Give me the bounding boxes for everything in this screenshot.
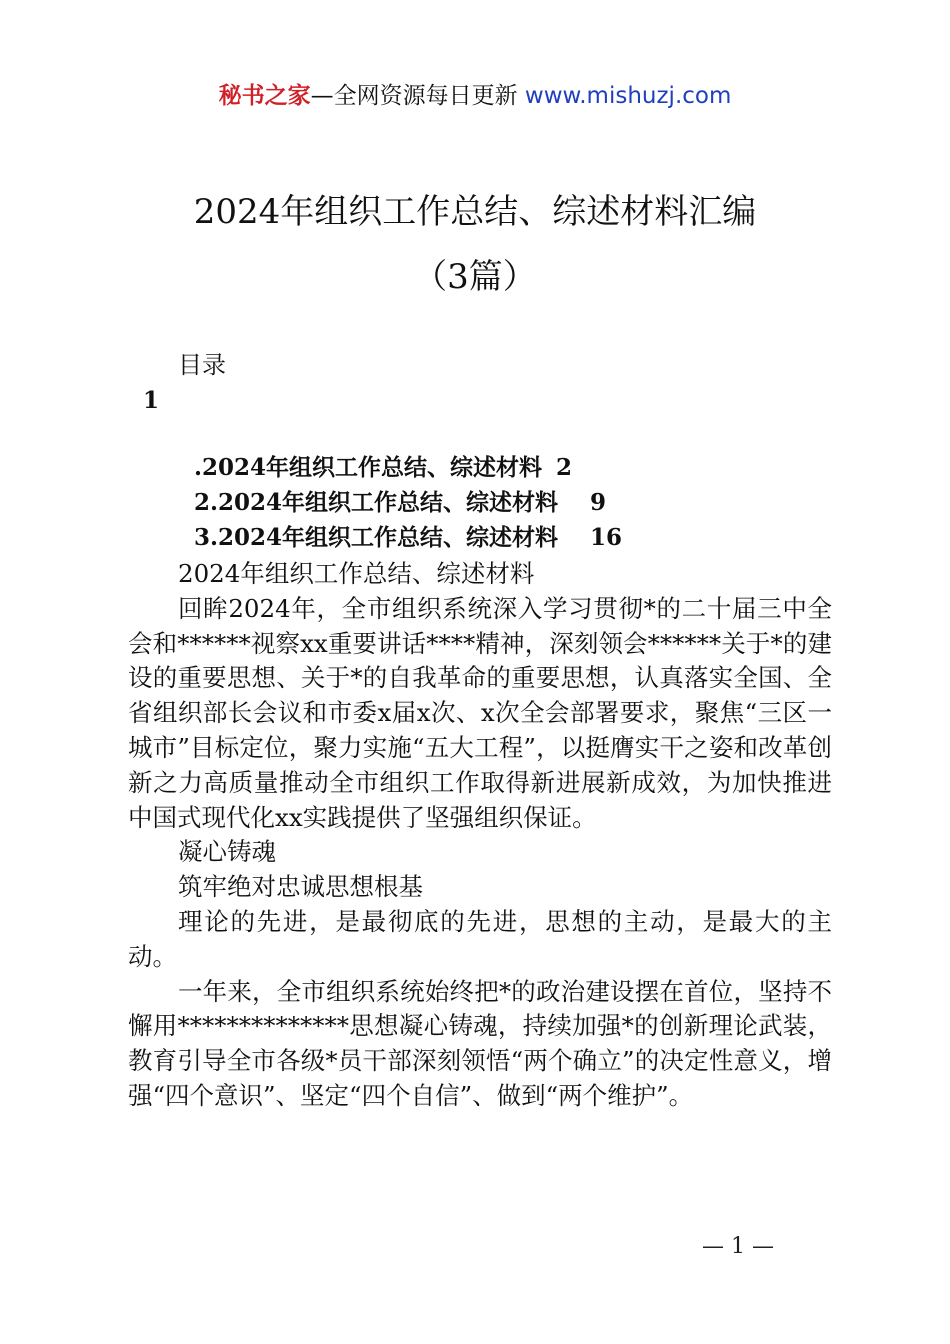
- brand-name: 秘书之家: [218, 83, 311, 109]
- section-title: 2024年组织工作总结、综述材料: [178, 559, 535, 588]
- subheading: 凝心铸魂: [178, 837, 276, 867]
- toc-item-label: 3.2024年组织工作总结、综述材料: [194, 524, 559, 551]
- document-body: [128, 557, 832, 1114]
- toc-item-3[interactable]: [178, 490, 622, 554]
- toc-item-page: 9: [590, 489, 607, 516]
- body-paragraph: 理论的先进，是最彻底的先进，思想的主动，是最大的主动。: [128, 906, 832, 971]
- site-url-link[interactable]: www.mishuzj.com: [524, 83, 732, 109]
- toc-stray-number: 1: [143, 387, 160, 414]
- body-paragraph: 回眸2024年，全市组织系统深入学习贯彻*的二十届三中全会和******视察xx重要讲话****精神，深刻领会******关于*的建设的重要思想、关于*的自我革命的重要思想，认真落实全国、全省组织部长会议和市委x届x次、x次全会部署要求，聚焦“三区一城市”目标定位，聚力实施“五大工程”，以挺膺实干之姿和改革创新之力高质量推动全市组织工作取得新进展新成效，为加快推进中国式现代化xx实践提供了坚强组织保证。: [128, 593, 832, 832]
- subheading: 筑牢绝对忠诚思想根基: [178, 872, 423, 902]
- toc-item-page: 2: [556, 454, 573, 481]
- page-number: — 1 —: [702, 1234, 774, 1259]
- toc-item-label: .2024年组织工作总结、综述材料: [194, 454, 543, 481]
- header-tagline: —全网资源每日更新: [310, 83, 518, 109]
- toc-heading: 目录: [178, 351, 226, 379]
- document-title: 2024年组织工作总结、综述材料汇编: [193, 192, 757, 232]
- toc-item-page: 16: [590, 524, 623, 551]
- body-paragraph: 一年来，全市组织系统始终把*的政治建设摆在首位，坚持不懈用**************思想凝心铸魂，持续加强*的创新理论武装，教育引导全市各级*员干部深刻领悟“两个确立”的决定性意义，增强“四个意识”、坚定“四个自信”、做到“两个维护”。: [128, 976, 832, 1110]
- site-header: [0, 80, 950, 112]
- toc-item-label: 2.2024年组织工作总结、综述材料: [194, 489, 559, 516]
- document-subtitle: （3篇）: [413, 257, 537, 297]
